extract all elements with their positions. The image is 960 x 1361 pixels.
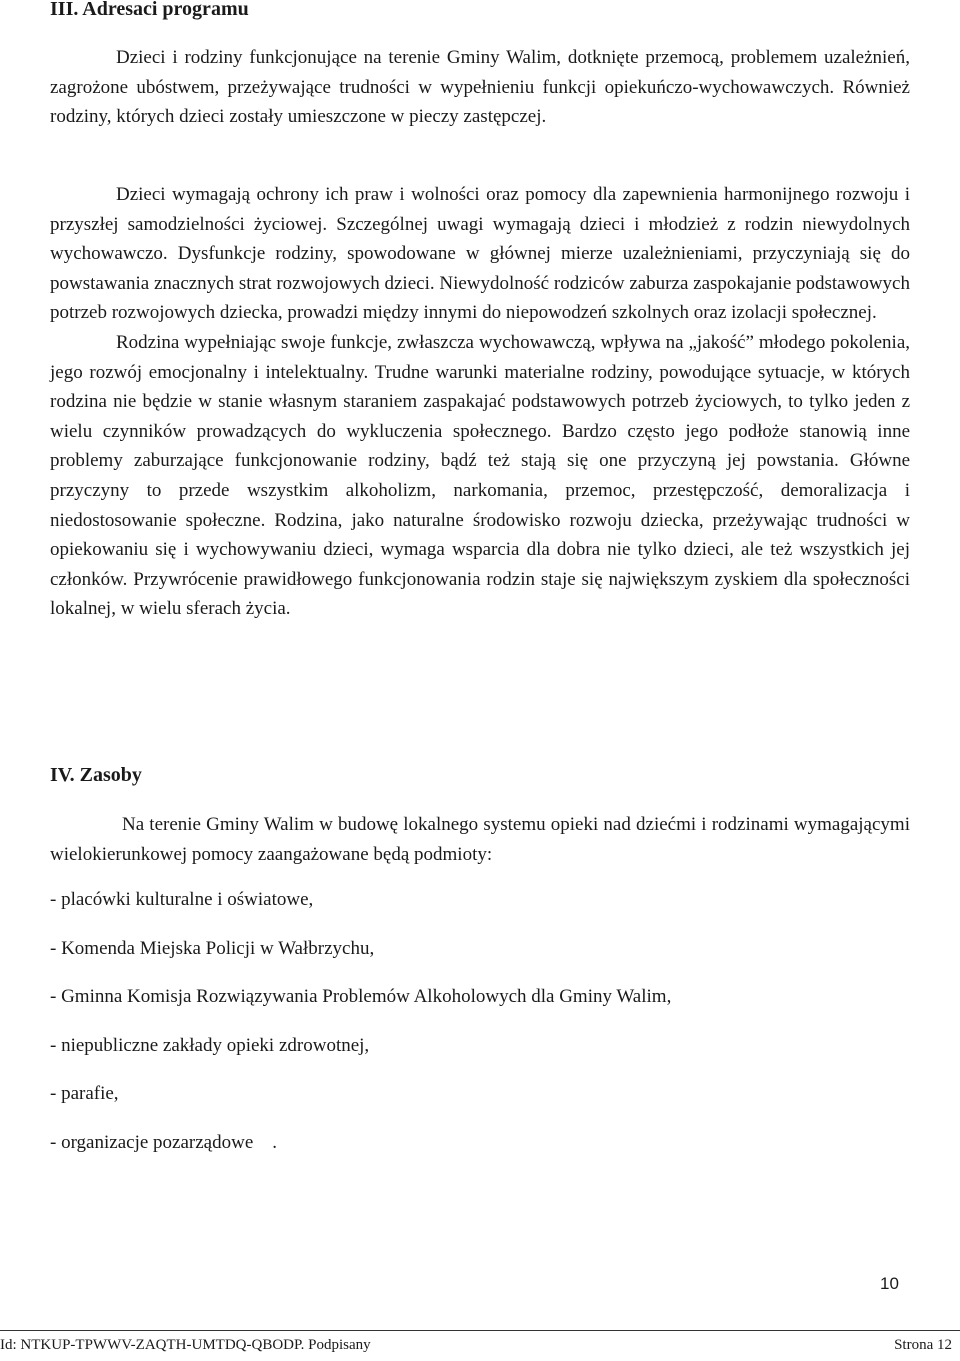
section-heading-zasoby: IV. Zasoby <box>50 764 142 786</box>
paragraph-adresaci-intro <box>50 43 910 132</box>
document-id: Id: NTKUP-TPWWV-ZAQTH-UMTDQ-QBODP. Podpisany <box>0 1337 371 1353</box>
list-item: - organizacje pozarządowe . <box>50 1131 277 1153</box>
footer-page-label: Strona 12 <box>894 1337 952 1353</box>
list-item: - Komenda Miejska Policji w Wałbrzychu, <box>50 937 375 959</box>
paragraph-zasoby-intro <box>50 810 910 870</box>
paragraph-dzieci-ochrona <box>50 180 910 624</box>
list-item: - niepubliczne zakłady opieki zdrowotnej, <box>50 1034 370 1056</box>
paragraph-text-rodzina: Rodzina wypełniając swoje funkcje, zwłaszcza wychowawczą, wpływa na „jakość” młodego pokolenia, jego rozwój emocjonalny i intelektualny. Trudne warunki materialne rodziny, powodujące sytuacje, w których rodzina nie będzie w stanie własnym staraniem zaspakajać podstawowych potrzeb życiowych, to tylko jeden z wielu czynników prowadzących do wykluczenia społecznego. Bardzo często jego podłoże stanowią inne problemy zaburzające funkcjonowanie rodziny, bądź też stają się one przyczyną jej powstania. Główne przyczyny to przede wszystkim alkoholizm, narkomania, przemoc, przestępczość, demoralizacja i niedostosowanie społeczne. Rodzina, jako naturalne środowisko rozwoju dziecka, przeżywając trudności w opiekowaniu się i wychowywaniu dzieci, wymaga wsparcia dla dobra nie tylko dzieci, ale też wszystkich jej członków. Przywrócenie prawidłowego funkcjonowania rodzin staje się największym zyskiem dla społeczności lokalnej, w wielu sferach życia. <box>50 331 910 620</box>
resources-list <box>50 886 671 1178</box>
list-item: - Gminna Komisja Rozwiązywania Problemów Alkoholowych dla Gminy Walim, <box>50 986 672 1008</box>
list-item: - parafie, <box>50 1083 119 1105</box>
paragraph-text: Dzieci i rodziny funkcjonujące na terenie Gminy Walim, dotknięte przemocą, problemem uzależnień, zagrożone ubóstwem, przeżywające trudności w wypełnieniu funkcji opiekuńczo-wychowawczych. Również rodziny, których dzieci zostały umieszczone w pieczy zastępczej. <box>50 47 910 128</box>
paragraph-text: Na terenie Gminy Walim w budowę lokalnego systemu opieki nad dziećmi i rodzinami wymagającymi wielokierunkowej pomocy zaangażowane będą podmioty: <box>50 814 910 865</box>
page-number: 10 <box>880 1274 899 1293</box>
footer-divider <box>0 1330 960 1331</box>
list-item: - placówki kulturalne i oświatowe, <box>50 889 314 910</box>
section-heading-adresaci: III. Adresaci programu <box>50 0 249 20</box>
paragraph-text: Dzieci wymagają ochrony ich praw i wolności oraz pomocy dla zapewnienia harmonijnego rozwoju i przyszłej samodzielności życiowej. Szczególnej uwagi wymagają dzieci i młodzież z rodzin niewydolnych wychowawczo. Dysfunkcje rodziny, spowodowane w głównej mierze uzależnieniami, przyczyniają się do powstawania znacznych strat rozwojowych dzieci. Niewydolność rodziców zaburza zaspokajanie podstawowych potrzeb rozwojowych dziecka, prowadzi między innymi do niepowodzeń szkolnych oraz izolacji społecznej. <box>50 184 910 324</box>
